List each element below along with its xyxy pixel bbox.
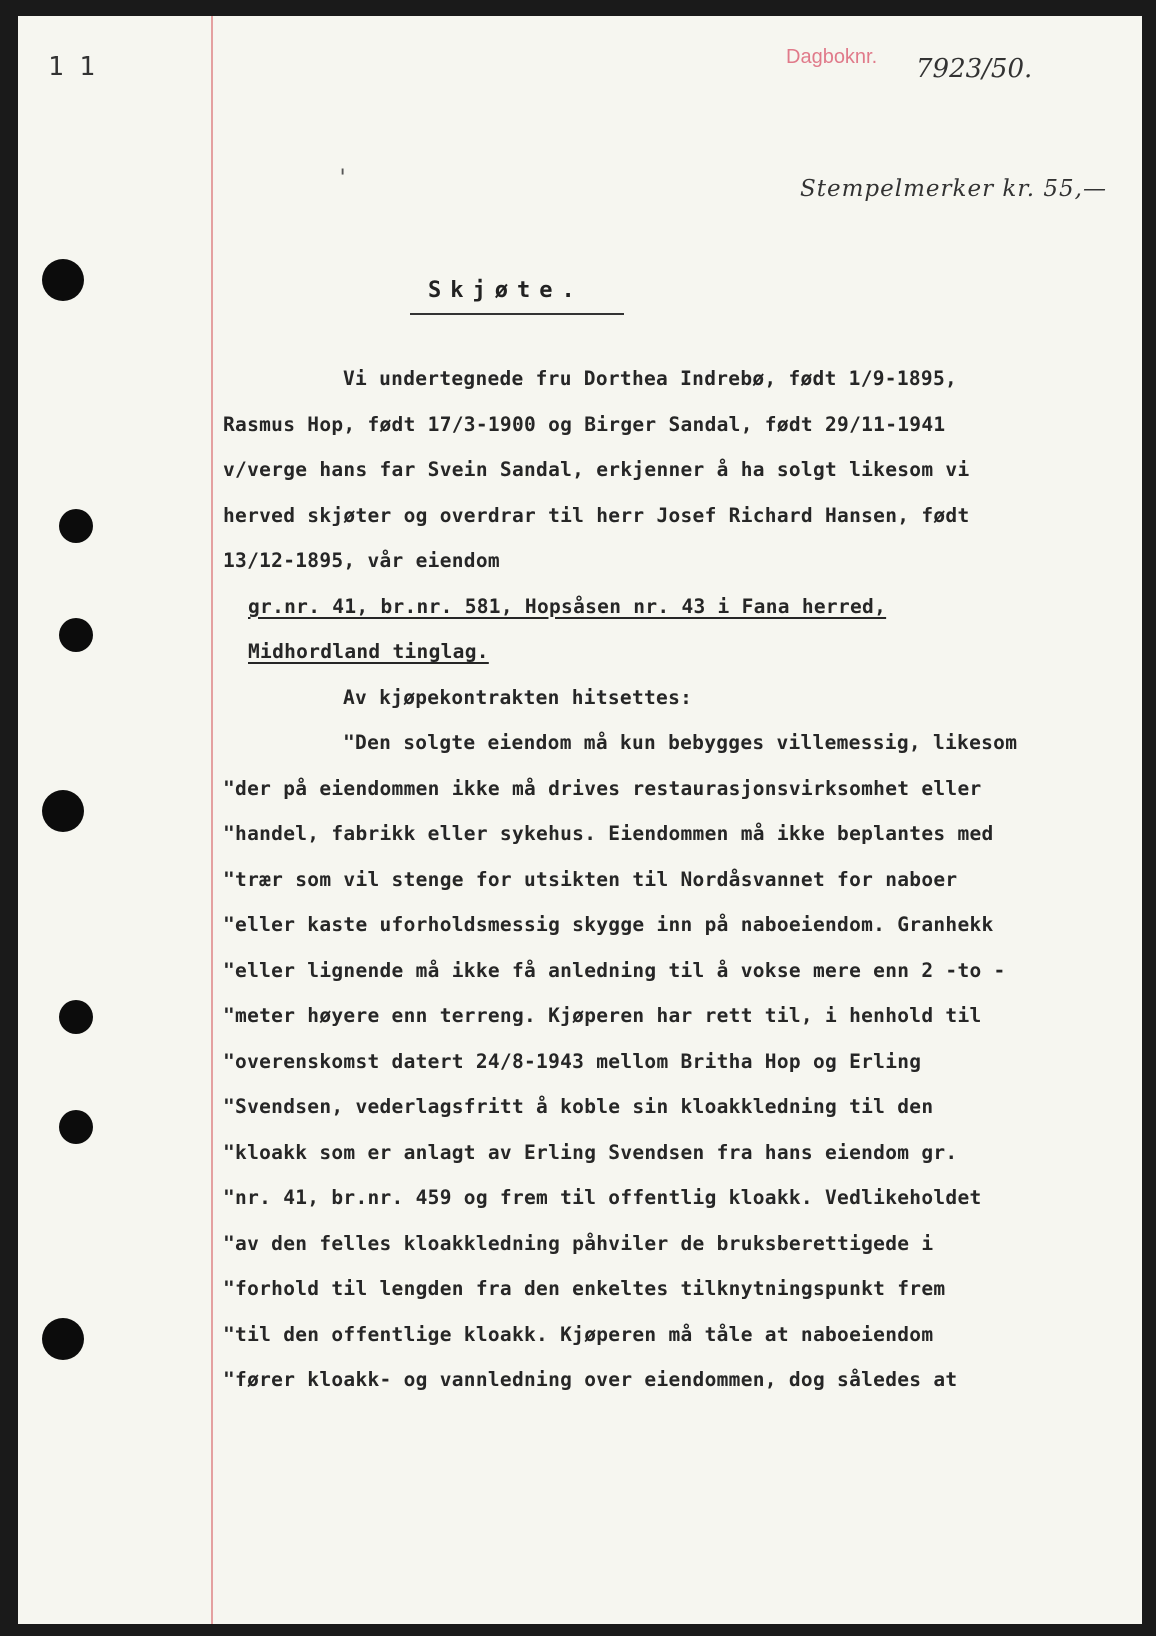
punch-hole — [42, 259, 84, 301]
document-page — [18, 16, 1142, 1624]
text-line: Vi undertegnede fru Dorthea Indrebø, født 1/9-1895, — [343, 367, 958, 390]
journal-number: 7923/50. — [916, 54, 1033, 84]
text-line: gr.nr. 41, br.nr. 581, Hopsåsen nr. 43 i Fana herred, — [248, 594, 887, 618]
text-line: "fører kloakk- og vannledning over eiendommen, dog således at — [223, 1368, 958, 1391]
text-line: "kloakk som er anlagt av Erling Svendsen fra hans eiendom gr. — [223, 1140, 958, 1164]
title-underline — [410, 313, 624, 315]
text-line: "eller kaste uforholdsmessig skygge inn på naboeiendom. Granhekk — [223, 913, 994, 936]
body-text — [223, 356, 1128, 1403]
text-line: "eller lignende må ikke få anledning til å vokse mere enn 2 -to - — [223, 958, 1006, 982]
text-line: "Svendsen, vederlagsfritt å koble sin kloakkledning til den — [223, 1095, 934, 1118]
tick-mark: ' — [336, 166, 350, 191]
punch-hole — [59, 1110, 93, 1144]
punch-hole — [59, 618, 93, 652]
punch-hole — [59, 1000, 93, 1034]
document-title: Skjøte. — [428, 278, 584, 303]
text-line: Rasmus Hop, født 17/3-1900 og Birger Sandal, født 29/11-1941 — [223, 412, 946, 436]
text-line: "der på eiendommen ikke må drives restaurasjonsvirksomhet eller — [223, 776, 982, 800]
text-line: "Den solgte eiendom må kun bebygges villemessig, likesom — [343, 731, 1018, 754]
text-line: "overenskomst datert 24/8-1943 mellom Britha Hop og Erling — [223, 1049, 922, 1073]
stamp-fee-note: Stempelmerker kr. 55,— — [800, 176, 1107, 202]
dagboknr-stamp: Dagboknr. — [786, 46, 878, 68]
text-line: Midhordland tinglag. — [248, 640, 489, 663]
punch-hole — [42, 790, 84, 832]
text-line: "til den offentlige kloakk. Kjøperen må tåle at naboeiendom — [223, 1322, 934, 1346]
punch-hole — [59, 509, 93, 543]
text-line: 13/12-1895, vår eiendom — [223, 549, 500, 572]
punch-hole — [42, 1318, 84, 1360]
margin-line — [211, 16, 213, 1624]
text-line: Av kjøpekontrakten hitsettes: — [343, 685, 693, 709]
text-line: "handel, fabrikk eller sykehus. Eiendommen må ikke beplantes med — [223, 822, 994, 845]
text-line: "trær som vil stenge for utsikten til Nordåsvannet for naboer — [223, 867, 958, 891]
text-line: "nr. 41, br.nr. 459 og frem til offentlig kloakk. Vedlikeholdet — [223, 1186, 982, 1209]
text-line: "av den felles kloakkledning påhviler de bruksberettigede i — [223, 1231, 934, 1255]
text-line: "forhold til lengden fra den enkeltes tilknytningspunkt frem — [223, 1277, 946, 1300]
top-mark: 1 1 — [48, 52, 95, 82]
text-line: herved skjøter og overdrar til herr Josef Richard Hansen, født — [223, 503, 970, 527]
text-line: "meter høyere enn terreng. Kjøperen har rett til, i henhold til — [223, 1004, 982, 1027]
text-line: v/verge hans far Svein Sandal, erkjenner å ha solgt likesom vi — [223, 458, 970, 481]
